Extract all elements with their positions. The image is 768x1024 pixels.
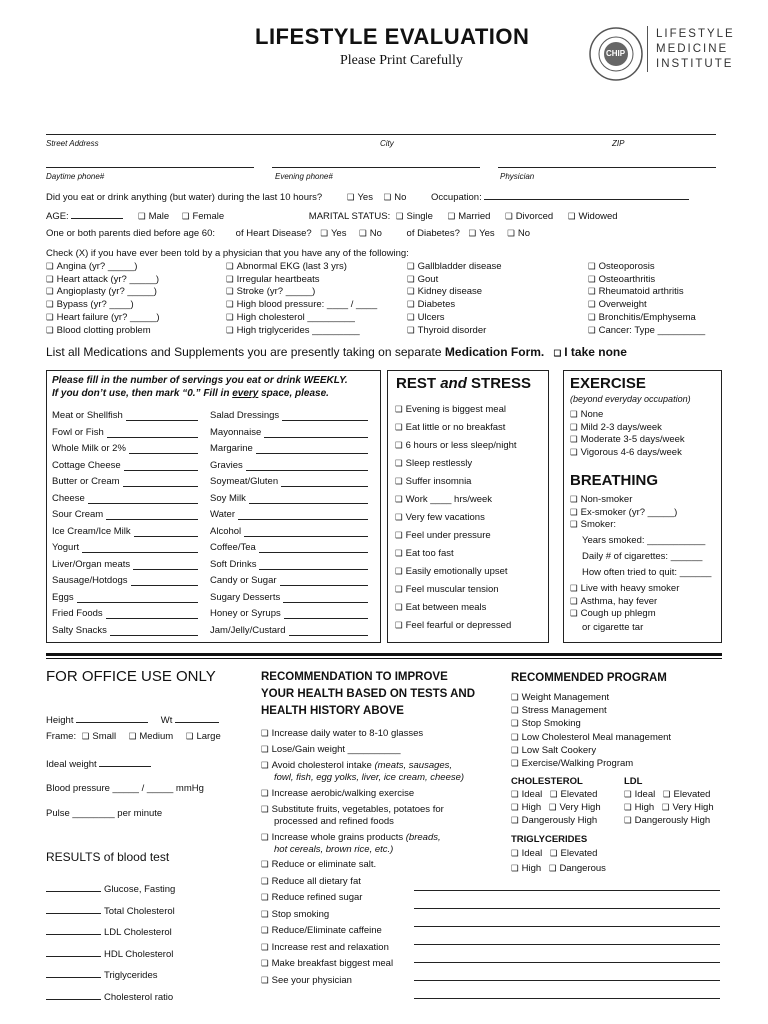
city-label: City bbox=[380, 139, 394, 148]
serving-label: Whole Milk or 2% bbox=[52, 443, 126, 454]
serving-count-field[interactable] bbox=[289, 625, 369, 636]
servings-row-right-0 bbox=[210, 410, 368, 421]
servings-row-left-3 bbox=[52, 460, 198, 471]
rec-extra-checkbox-3[interactable]: ❑ Stop smoking bbox=[261, 909, 329, 920]
breathing-extra-checkbox-2[interactable]: ❑ Cough up phlegm bbox=[570, 608, 656, 619]
serving-label: Salad Dressings bbox=[210, 410, 280, 421]
single-checkbox[interactable]: ❑ Single bbox=[396, 211, 433, 222]
rec-water-checkbox[interactable]: ❑ Increase daily water to 8-10 glasses bbox=[261, 728, 423, 739]
notes-line[interactable] bbox=[414, 926, 720, 927]
rec-substitute-checkbox[interactable]: ❑ Substitute fruits, vegetables, potatoes for processed and refined foods bbox=[261, 804, 444, 827]
rec-extra-checkbox-7[interactable]: ❑ See your physician bbox=[261, 975, 352, 986]
recommendation-title: RECOMMENDATION TO IMPROVE YOUR HEALTH BASED ON TESTS AND HEALTH HISTORY ABOVE bbox=[261, 671, 476, 717]
pulse-field[interactable]: Pulse ________ per minute bbox=[46, 808, 163, 819]
parents-heart-no-checkbox[interactable]: ❑ No bbox=[359, 228, 382, 239]
serving-count-field[interactable] bbox=[246, 460, 368, 471]
rest-stress-checkbox-10[interactable]: ❑ Feel muscular tension bbox=[395, 584, 499, 595]
age-label: AGE: bbox=[46, 211, 69, 222]
program-checkbox-3[interactable]: ❑ Low Cholesterol Meal management bbox=[511, 732, 671, 743]
program-title: RECOMMENDED PROGRAM bbox=[511, 672, 667, 684]
condition-col2-checkbox-5[interactable]: ❑ High triglycerides _________ bbox=[226, 325, 360, 336]
tri-elevated-checkbox[interactable]: ❑ Elevated bbox=[550, 848, 598, 859]
servings-row-left-13 bbox=[52, 625, 198, 636]
tri-dangerous-checkbox[interactable]: ❑ Dangerous bbox=[549, 863, 606, 874]
frame-large-checkbox[interactable]: ❑ Large bbox=[186, 731, 221, 742]
female-checkbox[interactable]: ❑ Female bbox=[182, 211, 224, 222]
servings-row-left-11 bbox=[52, 592, 198, 603]
notes-line[interactable] bbox=[414, 890, 720, 891]
blood-test-label: Glucose, Fasting bbox=[104, 884, 176, 895]
breathing-checkbox-2[interactable]: ❑ Smoker: bbox=[570, 519, 616, 530]
serving-count-field[interactable] bbox=[134, 526, 198, 537]
chip-seal-text: CHIP bbox=[606, 49, 626, 58]
notes-line[interactable] bbox=[414, 980, 720, 981]
serving-count-field[interactable] bbox=[281, 476, 368, 487]
servings-row-right-11 bbox=[210, 592, 368, 603]
chol-dangerously-high-checkbox[interactable]: ❑ Dangerously High bbox=[511, 815, 597, 826]
condition-col4-checkbox-3[interactable]: ❑ Overweight bbox=[588, 299, 647, 310]
servings-row-left-6 bbox=[52, 509, 198, 520]
servings-row-right-9 bbox=[210, 559, 368, 570]
rec-extra-checkbox-5[interactable]: ❑ Increase rest and relaxation bbox=[261, 942, 389, 953]
heart-disease-label: of Heart Disease? bbox=[235, 228, 312, 239]
ldl-elevated-checkbox[interactable]: ❑ Elevated bbox=[663, 789, 711, 800]
serving-label: Cottage Cheese bbox=[52, 459, 121, 471]
program-checkbox-2[interactable]: ❑ Stop Smoking bbox=[511, 718, 581, 729]
ldl-heading: LDL bbox=[624, 776, 643, 787]
divorced-checkbox[interactable]: ❑ Divorced bbox=[505, 211, 553, 222]
rec-aerobic-checkbox[interactable]: ❑ Increase aerobic/walking exercise bbox=[261, 788, 414, 799]
blood-test-label: HDL Cholesterol bbox=[104, 948, 174, 960]
serving-label: Coffee/Tea bbox=[210, 542, 256, 553]
chip-seal-logo bbox=[588, 26, 644, 82]
condition-col3-checkbox-3[interactable]: ❑ Diabetes bbox=[407, 299, 455, 310]
serving-label: Water bbox=[210, 509, 235, 520]
serving-label: Yogurt bbox=[52, 542, 80, 553]
blood-test-row-4 bbox=[46, 968, 158, 981]
rest-stress-checkbox-2[interactable]: ❑ 6 hours or less sleep/night bbox=[395, 440, 517, 451]
parents-diabetes-no-checkbox[interactable]: ❑ No bbox=[507, 228, 530, 239]
chol-very-high-checkbox[interactable]: ❑ Very High bbox=[549, 802, 601, 813]
age-field[interactable] bbox=[71, 209, 123, 219]
serving-count-field[interactable] bbox=[256, 443, 368, 454]
serving-label: Eggs bbox=[52, 591, 74, 603]
exercise-checkbox-3[interactable]: ❑ Vigorous 4-6 days/week bbox=[570, 447, 682, 458]
blood-test-value-field[interactable] bbox=[46, 904, 101, 914]
triglycerides-heading: TRIGLYCERIDES bbox=[511, 834, 588, 845]
medication-form-label: Medication Form. bbox=[444, 345, 545, 359]
serving-count-field[interactable] bbox=[284, 608, 368, 619]
form-subtitle: Please Print Carefully bbox=[340, 53, 463, 68]
rest-stress-checkbox-12[interactable]: ❑ Feel fearful or depressed bbox=[395, 620, 511, 631]
serving-label: Gravies bbox=[210, 459, 243, 471]
serving-count-field[interactable] bbox=[264, 427, 368, 438]
smoker-detail-2[interactable]: How often tried to quit: ______ bbox=[582, 567, 712, 578]
notes-line[interactable] bbox=[414, 998, 720, 999]
servings-row-right-1 bbox=[210, 427, 368, 438]
frame-label: Frame: bbox=[46, 731, 77, 742]
serving-count-field[interactable] bbox=[259, 559, 368, 570]
condition-col1-checkbox-5[interactable]: ❑ Blood clotting problem bbox=[46, 325, 151, 336]
servings-instruction-1: Please fill in the number of servings you eat or drink WEEKLY. bbox=[52, 375, 348, 386]
blood-test-row-2 bbox=[46, 925, 172, 938]
smoker-detail-0[interactable]: Years smoked: ___________ bbox=[582, 535, 706, 546]
marital-status-label: MARITAL STATUS: bbox=[308, 211, 391, 222]
serving-count-field[interactable] bbox=[123, 476, 198, 487]
exercise-checkbox-2[interactable]: ❑ Moderate 3-5 days/week bbox=[570, 434, 685, 445]
servings-row-right-4 bbox=[210, 476, 368, 487]
blood-test-value-field[interactable] bbox=[46, 947, 101, 957]
blood-test-row-3 bbox=[46, 947, 173, 960]
chol-high-checkbox[interactable]: ❑ High bbox=[511, 802, 541, 813]
servings-row-right-13 bbox=[210, 625, 368, 636]
daytime-phone-label: Daytime phone# bbox=[46, 172, 105, 181]
rec-extra-checkbox-1[interactable]: ❑ Reduce all dietary fat bbox=[261, 876, 361, 887]
condition-col3-checkbox-0[interactable]: ❑ Gallbladder disease bbox=[407, 261, 502, 272]
serving-label: Soy Milk bbox=[210, 492, 246, 504]
rest-stress-checkbox-11[interactable]: ❑ Eat between meals bbox=[395, 602, 486, 613]
rec-extra-checkbox-4[interactable]: ❑ Reduce/Eliminate caffeine bbox=[261, 925, 382, 936]
serving-label: Fowl or Fish bbox=[52, 426, 104, 438]
frame-medium-checkbox[interactable]: ❑ Medium bbox=[129, 731, 173, 742]
blood-test-row-0 bbox=[46, 882, 175, 895]
condition-col3-checkbox-2[interactable]: ❑ Kidney disease bbox=[407, 286, 482, 297]
serving-label: Salty Snacks bbox=[52, 624, 107, 636]
serving-count-field[interactable] bbox=[259, 542, 368, 553]
servings-row-right-2 bbox=[210, 443, 368, 454]
serving-count-field[interactable] bbox=[77, 592, 198, 603]
blood-test-label: Triglycerides bbox=[104, 970, 158, 981]
cigarette-tar-label: or cigarette tar bbox=[582, 622, 644, 633]
street-address-label: Street Address bbox=[46, 139, 99, 148]
height-field[interactable] bbox=[76, 713, 148, 723]
ldl-very-high-checkbox[interactable]: ❑ Very High bbox=[662, 802, 714, 813]
parents-diabetes-yes-checkbox[interactable]: ❑ Yes bbox=[469, 228, 495, 239]
program-checkbox-4[interactable]: ❑ Low Salt Cookery bbox=[511, 745, 596, 756]
rec-weight-checkbox[interactable]: ❑ Lose/Gain weight __________ bbox=[261, 744, 401, 755]
ideal-weight-label: Ideal weight bbox=[46, 759, 97, 770]
serving-count-field[interactable] bbox=[82, 542, 198, 553]
blood-test-label: LDL Cholesterol bbox=[104, 927, 172, 938]
serving-count-field[interactable] bbox=[106, 608, 198, 619]
form-title: LIFESTYLE EVALUATION bbox=[255, 24, 530, 49]
condition-col4-checkbox-4[interactable]: ❑ Bronchitis/Emphysema bbox=[588, 312, 696, 323]
serving-label: Jam/Jelly/Custard bbox=[210, 624, 286, 636]
servings-row-right-10 bbox=[210, 575, 368, 586]
rest-stress-title: REST and STRESS bbox=[396, 375, 532, 392]
take-none-checkbox[interactable]: ❑ I take none bbox=[554, 345, 627, 359]
chol-ideal-checkbox[interactable]: ❑ Ideal bbox=[511, 789, 542, 800]
blood-pressure-field[interactable]: Blood pressure _____ / _____ mmHg bbox=[46, 783, 204, 794]
widowed-checkbox[interactable]: ❑ Widowed bbox=[568, 211, 618, 222]
rest-stress-checkbox-0[interactable]: ❑ Evening is biggest meal bbox=[395, 404, 506, 415]
condition-col1-checkbox-0[interactable]: ❑ Angina (yr? _____) bbox=[46, 261, 137, 272]
occupation-field[interactable] bbox=[484, 190, 689, 200]
breathing-extra-checkbox-0[interactable]: ❑ Live with heavy smoker bbox=[570, 583, 679, 594]
serving-label: Cheese bbox=[52, 492, 85, 504]
servings-row-right-5 bbox=[210, 493, 368, 504]
serving-label: Soft Drinks bbox=[210, 558, 257, 570]
smoker-detail-1[interactable]: Daily # of cigarettes: ______ bbox=[582, 551, 703, 562]
results-title: RESULTS of blood test bbox=[46, 850, 170, 864]
serving-label: Margarine bbox=[210, 443, 253, 454]
serving-label: Sour Cream bbox=[52, 509, 104, 520]
condition-col4-checkbox-2[interactable]: ❑ Rheumatoid arthritis bbox=[588, 286, 684, 297]
servings-row-left-1 bbox=[52, 427, 198, 438]
height-label: Height bbox=[46, 715, 74, 726]
condition-col1-checkbox-2[interactable]: ❑ Angioplasty (yr? _____) bbox=[46, 286, 157, 297]
serving-label: Soymeat/Gluten bbox=[210, 476, 279, 487]
serving-label: Ice Cream/Ice Milk bbox=[52, 525, 131, 537]
breathing-extra-checkbox-1[interactable]: ❑ Asthma, hay fever bbox=[570, 596, 657, 607]
parents-question: One or both parents died before age 60: bbox=[46, 228, 216, 239]
condition-col1-checkbox-3[interactable]: ❑ Bypass (yr? ____) bbox=[46, 299, 134, 310]
serving-label: Liver/Organ meats bbox=[52, 558, 131, 570]
exercise-checkbox-0[interactable]: ❑ None bbox=[570, 409, 603, 420]
blood-test-value-field[interactable] bbox=[46, 925, 101, 935]
servings-row-left-12 bbox=[52, 608, 198, 619]
condition-col4-checkbox-1[interactable]: ❑ Osteoarthritis bbox=[588, 274, 655, 285]
condition-col2-checkbox-2[interactable]: ❑ Stroke (yr? _____) bbox=[226, 286, 315, 297]
tri-ideal-checkbox[interactable]: ❑ Ideal bbox=[511, 848, 542, 859]
program-checkbox-1[interactable]: ❑ Stress Management bbox=[511, 705, 607, 716]
diabetes-label: of Diabetes? bbox=[406, 228, 460, 239]
serving-count-field[interactable] bbox=[244, 526, 368, 537]
office-use-title: FOR OFFICE USE ONLY bbox=[46, 668, 216, 685]
servings-row-left-0 bbox=[52, 410, 198, 421]
ldl-dangerously-high-checkbox[interactable]: ❑ Dangerously High bbox=[624, 815, 710, 826]
serving-count-field[interactable] bbox=[107, 427, 198, 438]
frame-small-checkbox[interactable]: ❑ Small bbox=[82, 731, 116, 742]
married-checkbox[interactable]: ❑ Married bbox=[448, 211, 491, 222]
org-name: LIFESTYLE MEDICINE INSTITUTE bbox=[656, 28, 735, 70]
blood-test-row-1 bbox=[46, 904, 175, 917]
rec-extra-checkbox-0[interactable]: ❑ Reduce or eliminate salt. bbox=[261, 859, 376, 870]
servings-row-right-8 bbox=[210, 542, 368, 553]
serving-count-field[interactable] bbox=[282, 410, 368, 421]
servings-row-left-7 bbox=[52, 526, 198, 537]
physician-label: Physician bbox=[500, 172, 535, 181]
blood-test-label: Total Cholesterol bbox=[104, 905, 175, 917]
rest-stress-checkbox-9[interactable]: ❑ Easily emotionally upset bbox=[395, 566, 508, 577]
condition-col2-checkbox-1[interactable]: ❑ Irregular heartbeats bbox=[226, 274, 320, 285]
fasting-question: Did you eat or drink anything (but water) during the last 10 hours? bbox=[46, 192, 323, 203]
serving-label: Honey or Syrups bbox=[210, 608, 281, 619]
condition-col3-checkbox-5[interactable]: ❑ Thyroid disorder bbox=[407, 325, 486, 336]
notes-line[interactable] bbox=[414, 908, 720, 909]
fasting-no-checkbox[interactable]: ❑ No bbox=[384, 192, 407, 203]
ideal-weight-field[interactable] bbox=[99, 757, 151, 767]
evening-phone-label: Evening phone# bbox=[275, 172, 333, 181]
condition-col3-checkbox-1[interactable]: ❑ Gout bbox=[407, 274, 438, 285]
serving-count-field[interactable] bbox=[110, 625, 198, 636]
servings-row-left-5 bbox=[52, 493, 198, 504]
serving-count-field[interactable] bbox=[238, 509, 368, 520]
occupation-label: Occupation: bbox=[431, 192, 482, 203]
serving-label: Sausage/Hotdogs bbox=[52, 575, 128, 586]
servings-row-left-2 bbox=[52, 443, 198, 454]
servings-row-right-7 bbox=[210, 526, 368, 537]
servings-row-right-12 bbox=[210, 608, 368, 619]
condition-col2-checkbox-4[interactable]: ❑ High cholesterol _________ bbox=[226, 312, 355, 323]
rec-extra-checkbox-6[interactable]: ❑ Make breakfast biggest meal bbox=[261, 958, 393, 969]
servings-row-right-3 bbox=[210, 460, 368, 471]
chol-elevated-checkbox[interactable]: ❑ Elevated bbox=[550, 789, 598, 800]
servings-row-left-8 bbox=[52, 542, 198, 553]
servings-row-right-6 bbox=[210, 509, 368, 520]
condition-col3-checkbox-4[interactable]: ❑ Ulcers bbox=[407, 312, 445, 323]
serving-label: Sugary Desserts bbox=[210, 591, 281, 603]
rest-stress-checkbox-4[interactable]: ❑ Suffer insomnia bbox=[395, 476, 471, 487]
rec-whole-grains-checkbox[interactable]: ❑ Increase whole grains products (breads, hot cereals, brown rice, etc.) bbox=[261, 832, 441, 855]
blood-test-label: Cholesterol ratio bbox=[104, 991, 174, 1003]
serving-count-field[interactable] bbox=[280, 575, 368, 586]
serving-count-field[interactable] bbox=[129, 443, 198, 454]
blood-test-value-field[interactable] bbox=[46, 990, 101, 1000]
rest-stress-checkbox-8[interactable]: ❑ Eat too fast bbox=[395, 548, 454, 559]
condition-col4-checkbox-0[interactable]: ❑ Osteoporosis bbox=[588, 261, 655, 272]
condition-col1-checkbox-4[interactable]: ❑ Heart failure (yr? _____) bbox=[46, 312, 160, 323]
servings-row-left-4 bbox=[52, 476, 198, 487]
weight-field[interactable] bbox=[175, 713, 219, 723]
serving-count-field[interactable] bbox=[249, 493, 368, 504]
breathing-checkbox-1[interactable]: ❑ Ex-smoker (yr? _____) bbox=[570, 507, 677, 518]
notes-line[interactable] bbox=[414, 962, 720, 963]
servings-row-left-10 bbox=[52, 575, 198, 586]
exercise-subtitle: (beyond everyday occupation) bbox=[570, 394, 691, 404]
medications-text: List all Medications and Supplements you are presently taking on separate bbox=[46, 345, 442, 359]
serving-label: Butter or Cream bbox=[52, 476, 120, 487]
rest-stress-checkbox-3[interactable]: ❑ Sleep restlessly bbox=[395, 458, 472, 469]
rec-cholesterol-checkbox[interactable]: ❑ Avoid cholesterol intake (meats, sausages, fowl, fish, egg yolks, liver, ice cream, cheese) bbox=[261, 760, 464, 783]
rest-stress-checkbox-1[interactable]: ❑ Eat little or no breakfast bbox=[395, 422, 505, 433]
serving-count-field[interactable] bbox=[126, 410, 198, 421]
blood-test-row-5 bbox=[46, 990, 173, 1003]
breathing-checkbox-0[interactable]: ❑ Non-smoker bbox=[570, 494, 632, 505]
zip-label: ZIP bbox=[612, 139, 625, 148]
parents-heart-yes-checkbox[interactable]: ❑ Yes bbox=[320, 228, 346, 239]
condition-col4-checkbox-5[interactable]: ❑ Cancer: Type _________ bbox=[588, 325, 705, 336]
ldl-high-checkbox[interactable]: ❑ High bbox=[624, 802, 654, 813]
serving-label: Meat or Shellfish bbox=[52, 410, 123, 421]
rec-extra-checkbox-2[interactable]: ❑ Reduce refined sugar bbox=[261, 892, 362, 903]
weight-label: Wt bbox=[160, 715, 173, 726]
conditions-intro: Check (X) if you have ever been told by a physician that you have any of the following: bbox=[46, 248, 409, 259]
serving-count-field[interactable] bbox=[131, 575, 198, 586]
servings-row-left-9 bbox=[52, 559, 198, 570]
serving-label: Fried Foods bbox=[52, 608, 103, 619]
breathing-title: BREATHING bbox=[570, 472, 659, 489]
serving-count-field[interactable] bbox=[124, 460, 198, 471]
tri-high-checkbox[interactable]: ❑ High bbox=[511, 863, 541, 874]
servings-instruction-2: If you don’t use, then mark “0.” Fill in every space, please. bbox=[52, 388, 329, 399]
serving-label: Mayonnaise bbox=[210, 426, 262, 438]
exercise-title: EXERCISE bbox=[570, 375, 646, 392]
blood-test-value-field[interactable] bbox=[46, 968, 101, 978]
condition-col1-checkbox-1[interactable]: ❑ Heart attack (yr? _____) bbox=[46, 274, 159, 285]
serving-label: Candy or Sugar bbox=[210, 575, 277, 586]
program-checkbox-5[interactable]: ❑ Exercise/Walking Program bbox=[511, 758, 633, 769]
condition-col2-checkbox-3[interactable]: ❑ High blood pressure: ____ / ____ bbox=[226, 299, 377, 310]
serving-count-field[interactable] bbox=[106, 509, 198, 520]
cholesterol-heading: CHOLESTEROL bbox=[511, 776, 583, 787]
ldl-ideal-checkbox[interactable]: ❑ Ideal bbox=[624, 789, 655, 800]
condition-col2-checkbox-0[interactable]: ❑ Abnormal EKG (last 3 yrs) bbox=[226, 261, 347, 272]
exercise-checkbox-1[interactable]: ❑ Mild 2-3 days/week bbox=[570, 422, 662, 433]
rest-stress-checkbox-6[interactable]: ❑ Very few vacations bbox=[395, 512, 485, 523]
blood-test-value-field[interactable] bbox=[46, 882, 101, 892]
fasting-yes-checkbox[interactable]: ❑ Yes bbox=[347, 192, 373, 203]
male-checkbox[interactable]: ❑ Male bbox=[138, 211, 169, 222]
notes-line[interactable] bbox=[414, 944, 720, 945]
serving-count-field[interactable] bbox=[283, 592, 368, 603]
serving-count-field[interactable] bbox=[88, 493, 198, 504]
serving-label: Alcohol bbox=[210, 525, 242, 537]
program-checkbox-0[interactable]: ❑ Weight Management bbox=[511, 692, 609, 703]
serving-count-field[interactable] bbox=[133, 559, 198, 570]
rest-stress-checkbox-5[interactable]: ❑ Work ____ hrs/week bbox=[395, 494, 492, 505]
rest-stress-checkbox-7[interactable]: ❑ Feel under pressure bbox=[395, 530, 491, 541]
